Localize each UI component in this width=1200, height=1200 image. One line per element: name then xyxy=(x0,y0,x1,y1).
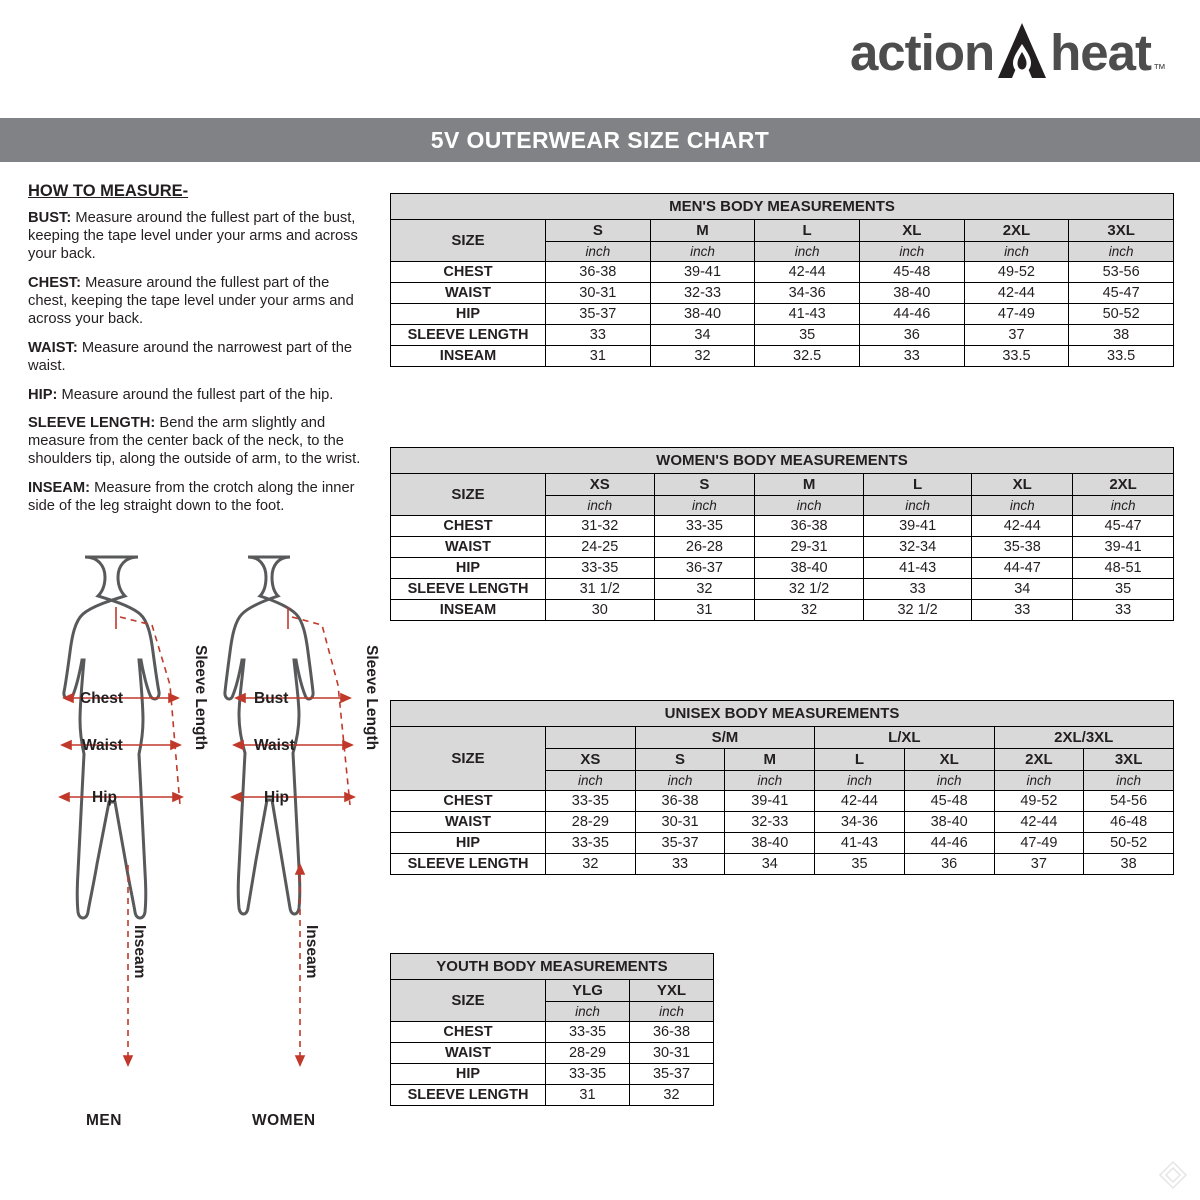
group-header-2xl3xl: 2XL/3XL xyxy=(994,727,1173,749)
cell: 32.5 xyxy=(755,346,860,367)
row-label: HIP xyxy=(391,1064,546,1085)
table-row xyxy=(391,325,1174,346)
cell: 45-48 xyxy=(859,262,964,283)
size-header-xs: XS xyxy=(546,749,636,771)
cell: 47-49 xyxy=(994,833,1084,854)
table-title-row xyxy=(391,701,1174,727)
table-title-row xyxy=(391,954,714,980)
cell: 42-44 xyxy=(815,791,905,812)
cell: 35-37 xyxy=(546,304,651,325)
table-row xyxy=(391,600,1174,621)
table-row xyxy=(391,558,1174,579)
female-callout-waist: Waist xyxy=(254,737,295,754)
womens-table-title: WOMEN'S BODY MEASUREMENTS xyxy=(391,448,1174,474)
table-row xyxy=(391,854,1174,875)
table-row xyxy=(391,812,1174,833)
unit-cell: inch xyxy=(755,496,864,516)
cell: 32-34 xyxy=(863,537,972,558)
unit-cell: inch xyxy=(1073,496,1174,516)
cell: 34 xyxy=(650,325,755,346)
size-header-xl: XL xyxy=(972,474,1073,496)
size-label: SIZE xyxy=(391,220,546,262)
row-label: HIP xyxy=(391,833,546,854)
cell: 33 xyxy=(859,346,964,367)
cell: 44-46 xyxy=(859,304,964,325)
size-header-xl: XL xyxy=(859,220,964,242)
cell: 50-52 xyxy=(1069,304,1174,325)
size-label: SIZE xyxy=(391,727,546,791)
size-header-2xl: 2XL xyxy=(1073,474,1174,496)
cell: 35 xyxy=(755,325,860,346)
row-label: INSEAM xyxy=(391,600,546,621)
cell: 42-44 xyxy=(994,812,1084,833)
table-row xyxy=(391,791,1174,812)
size-header-l: L xyxy=(863,474,972,496)
measure-item-bust xyxy=(28,210,368,264)
cell: 31 1/2 xyxy=(546,579,655,600)
cell: 31 xyxy=(546,346,651,367)
cell: 32-33 xyxy=(650,283,755,304)
size-header-s: S xyxy=(546,220,651,242)
cell: 33 xyxy=(863,579,972,600)
unit-cell: inch xyxy=(546,242,651,262)
unit-cell: inch xyxy=(546,496,655,516)
unit-cell: inch xyxy=(1069,242,1174,262)
cell: 24-25 xyxy=(546,537,655,558)
cell: 30-31 xyxy=(630,1043,714,1064)
unit-cell: inch xyxy=(725,771,815,791)
figure-label-men: MEN xyxy=(86,1112,122,1129)
unit-cell: inch xyxy=(630,1002,714,1022)
cell: 35-38 xyxy=(972,537,1073,558)
body-diagrams xyxy=(20,545,380,1145)
size-header-yxl: YXL xyxy=(630,980,714,1002)
row-label: HIP xyxy=(391,304,546,325)
row-label: SLEEVE LENGTH xyxy=(391,854,546,875)
cell: 37 xyxy=(964,325,1069,346)
page-title-bar xyxy=(0,118,1200,162)
cell: 33-35 xyxy=(546,833,636,854)
female-callout-sleeve-length: Sleeve Length xyxy=(363,645,380,751)
male-callout-hip: Hip xyxy=(92,789,117,806)
row-label: WAIST xyxy=(391,1043,546,1064)
size-header-2xl: 2XL xyxy=(994,749,1084,771)
cell: 41-43 xyxy=(755,304,860,325)
size-label: SIZE xyxy=(391,980,546,1022)
cell: 31-32 xyxy=(546,516,655,537)
unit-cell: inch xyxy=(650,242,755,262)
measure-term-bust: BUST: xyxy=(28,210,72,226)
measure-term-hip: HIP: xyxy=(28,386,58,403)
row-label: WAIST xyxy=(391,537,546,558)
size-header-3xl: 3XL xyxy=(1069,220,1174,242)
cell: 46-48 xyxy=(1084,812,1174,833)
table-row xyxy=(391,1085,714,1106)
cell: 30-31 xyxy=(635,812,725,833)
cell: 32 1/2 xyxy=(755,579,864,600)
group-header-sm: S/M xyxy=(635,727,814,749)
cell: 47-49 xyxy=(964,304,1069,325)
cell: 45-47 xyxy=(1069,283,1174,304)
male-callout-sleeve-length: Sleeve Length xyxy=(192,645,209,751)
cell: 42-44 xyxy=(755,262,860,283)
size-header-m: M xyxy=(755,474,864,496)
cell: 33.5 xyxy=(964,346,1069,367)
cell: 54-56 xyxy=(1084,791,1174,812)
cell: 41-43 xyxy=(815,833,905,854)
unit-cell: inch xyxy=(859,242,964,262)
size-header-s: S xyxy=(635,749,725,771)
cell: 38-40 xyxy=(755,558,864,579)
cell: 33 xyxy=(635,854,725,875)
female-figure-outline xyxy=(225,557,313,914)
cell: 26-28 xyxy=(654,537,755,558)
cell: 36-37 xyxy=(654,558,755,579)
cell: 49-52 xyxy=(994,791,1084,812)
measure-text-bust: Measure around the fullest part of the bust, keeping the tape level under your arms and across your back. xyxy=(28,210,358,262)
cell: 35 xyxy=(1073,579,1174,600)
table-title-row xyxy=(391,194,1174,220)
cell: 30-31 xyxy=(546,283,651,304)
group-header-blank xyxy=(546,727,636,749)
cell: 36-38 xyxy=(755,516,864,537)
size-header-xl: XL xyxy=(904,749,994,771)
male-callout-waist: Waist xyxy=(82,737,123,754)
cell: 36-38 xyxy=(630,1022,714,1043)
unit-cell: inch xyxy=(863,496,972,516)
figure-label-women: WOMEN xyxy=(252,1112,316,1129)
cell: 44-46 xyxy=(904,833,994,854)
size-header-s: S xyxy=(654,474,755,496)
unit-cell: inch xyxy=(546,1002,630,1022)
unit-cell: inch xyxy=(904,771,994,791)
table-title-row xyxy=(391,448,1174,474)
mens-measurements-table xyxy=(390,193,1174,367)
table-header-row xyxy=(391,474,1174,496)
cell: 38 xyxy=(1084,854,1174,875)
cell: 49-52 xyxy=(964,262,1069,283)
table-row xyxy=(391,346,1174,367)
row-label: CHEST xyxy=(391,262,546,283)
cell: 42-44 xyxy=(972,516,1073,537)
cell: 33.5 xyxy=(1069,346,1174,367)
size-label: SIZE xyxy=(391,474,546,516)
unit-cell: inch xyxy=(546,771,636,791)
mens-table-title: MEN'S BODY MEASUREMENTS xyxy=(391,194,1174,220)
unit-cell: inch xyxy=(972,496,1073,516)
cell: 33-35 xyxy=(546,558,655,579)
cell: 32 xyxy=(654,579,755,600)
unit-cell: inch xyxy=(635,771,725,791)
cell: 33 xyxy=(972,600,1073,621)
cell: 32 1/2 xyxy=(863,600,972,621)
cell: 41-43 xyxy=(863,558,972,579)
female-callout-hip: Hip xyxy=(264,789,289,806)
measure-text-sleeve-length: Bend the arm slightly and measure from the center back of the neck, to the shoulders tip, along the outside of arm, to the wrist. xyxy=(28,415,361,468)
cell: 33 xyxy=(1073,600,1174,621)
cell: 35-37 xyxy=(635,833,725,854)
table-row xyxy=(391,1064,714,1085)
measure-term-waist: WAIST: xyxy=(28,339,78,356)
cell: 37 xyxy=(994,854,1084,875)
cell: 34 xyxy=(725,854,815,875)
group-header-lxl: L/XL xyxy=(815,727,994,749)
size-header-l: L xyxy=(815,749,905,771)
unit-cell: inch xyxy=(1084,771,1174,791)
row-label: HIP xyxy=(391,558,546,579)
cell: 53-56 xyxy=(1069,262,1174,283)
cell: 39-41 xyxy=(650,262,755,283)
cell: 30 xyxy=(546,600,655,621)
row-label: CHEST xyxy=(391,1022,546,1043)
row-label: CHEST xyxy=(391,791,546,812)
unit-cell: inch xyxy=(654,496,755,516)
table-row xyxy=(391,304,1174,325)
cell: 39-41 xyxy=(1073,537,1174,558)
table-row xyxy=(391,516,1174,537)
size-header-m: M xyxy=(650,220,755,242)
measure-item-inseam xyxy=(28,480,368,516)
how-to-measure-section xyxy=(28,182,368,527)
youth-measurements-table xyxy=(390,953,714,1106)
cell: 33-35 xyxy=(546,1022,630,1043)
cell: 32 xyxy=(546,854,636,875)
cell: 45-48 xyxy=(904,791,994,812)
cell: 32 xyxy=(630,1085,714,1106)
measure-text-inseam: Measure from the crotch along the inner side of the leg straight down to the foot. xyxy=(28,480,355,515)
table-header-row xyxy=(391,220,1174,242)
cell: 31 xyxy=(654,600,755,621)
cell: 50-52 xyxy=(1084,833,1174,854)
female-callout-bust: Bust xyxy=(254,690,289,707)
cell: 38-40 xyxy=(725,833,815,854)
cell: 42-44 xyxy=(964,283,1069,304)
cell: 32-33 xyxy=(725,812,815,833)
measure-text-hip: Measure around the fullest part of the hip. xyxy=(57,386,334,403)
womens-measurements-table xyxy=(390,447,1174,621)
cell: 28-29 xyxy=(546,1043,630,1064)
row-label: SLEEVE LENGTH xyxy=(391,1085,546,1106)
measure-item-hip xyxy=(28,387,368,405)
brand-name-heat: heat xyxy=(1050,23,1151,81)
table-row xyxy=(391,283,1174,304)
table-row xyxy=(391,262,1174,283)
measure-term-inseam: INSEAM: xyxy=(28,480,91,497)
male-callout-inseam: Inseam xyxy=(131,925,148,979)
how-to-measure-heading: HOW TO MEASURE- xyxy=(28,182,189,200)
cell: 29-31 xyxy=(755,537,864,558)
cell: 32 xyxy=(650,346,755,367)
table-row xyxy=(391,579,1174,600)
table-group-row xyxy=(391,727,1174,749)
cell: 38-40 xyxy=(904,812,994,833)
unisex-table-title: UNISEX BODY MEASUREMENTS xyxy=(391,701,1174,727)
measure-term-chest: CHEST: xyxy=(28,274,82,291)
cell: 33-35 xyxy=(546,1064,630,1085)
cell: 34-36 xyxy=(755,283,860,304)
cell: 36 xyxy=(904,854,994,875)
cell: 39-41 xyxy=(725,791,815,812)
cell: 48-51 xyxy=(1073,558,1174,579)
youth-table-title: YOUTH BODY MEASUREMENTS xyxy=(391,954,714,980)
brand-name-action: action xyxy=(849,23,995,81)
row-label: SLEEVE LENGTH xyxy=(391,579,546,600)
row-label: INSEAM xyxy=(391,346,546,367)
cell: 28-29 xyxy=(546,812,636,833)
cell: 35 xyxy=(815,854,905,875)
cell: 36-38 xyxy=(635,791,725,812)
row-label: WAIST xyxy=(391,812,546,833)
unit-cell: inch xyxy=(755,242,860,262)
table-row xyxy=(391,1022,714,1043)
page-title: 5V OUTERWEAR SIZE CHART xyxy=(430,126,770,153)
row-label: SLEEVE LENGTH xyxy=(391,325,546,346)
unit-cell: inch xyxy=(815,771,905,791)
flame-icon xyxy=(996,22,1048,82)
measure-text-waist: Measure around the narrowest part of the waist. xyxy=(28,339,353,374)
cell: 36 xyxy=(859,325,964,346)
female-callout-inseam: Inseam xyxy=(303,925,320,979)
measure-text-chest: Measure around the fullest part of the chest, keeping the tape level under your arms and across your back. xyxy=(28,274,354,327)
size-header-xs: XS xyxy=(546,474,655,496)
cell: 35-37 xyxy=(630,1064,714,1085)
cell: 38-40 xyxy=(650,304,755,325)
measure-item-sleeve-length xyxy=(28,415,368,469)
size-header-3xl: 3XL xyxy=(1084,749,1174,771)
size-header-2xl: 2XL xyxy=(964,220,1069,242)
cell: 38-40 xyxy=(859,283,964,304)
unit-cell: inch xyxy=(964,242,1069,262)
cell: 39-41 xyxy=(863,516,972,537)
cell: 34 xyxy=(972,579,1073,600)
table-row xyxy=(391,1043,714,1064)
measure-term-sleeve-length: SLEEVE LENGTH: xyxy=(28,415,156,432)
cell: 33 xyxy=(546,325,651,346)
size-header-m: M xyxy=(725,749,815,771)
cell: 36-38 xyxy=(546,262,651,283)
unisex-measurements-table xyxy=(390,700,1174,875)
measure-item-chest xyxy=(28,275,368,329)
row-label: WAIST xyxy=(391,283,546,304)
cell: 33-35 xyxy=(546,791,636,812)
cell: 33-35 xyxy=(654,516,755,537)
table-row xyxy=(391,537,1174,558)
measure-item-waist xyxy=(28,340,368,376)
cell: 45-47 xyxy=(1073,516,1174,537)
size-header-ylg: YLG xyxy=(546,980,630,1002)
corner-watermark-icon xyxy=(1158,1160,1188,1190)
unit-cell: inch xyxy=(994,771,1084,791)
cell: 34-36 xyxy=(815,812,905,833)
size-header-l: L xyxy=(755,220,860,242)
table-header-row xyxy=(391,980,714,1002)
male-callout-chest: Chest xyxy=(80,690,124,707)
cell: 32 xyxy=(755,600,864,621)
cell: 38 xyxy=(1069,325,1174,346)
table-row xyxy=(391,833,1174,854)
brand-logo xyxy=(850,22,1166,82)
cell: 44-47 xyxy=(972,558,1073,579)
cell: 31 xyxy=(546,1085,630,1106)
trademark-symbol: ™ xyxy=(1153,61,1166,76)
row-label: CHEST xyxy=(391,516,546,537)
